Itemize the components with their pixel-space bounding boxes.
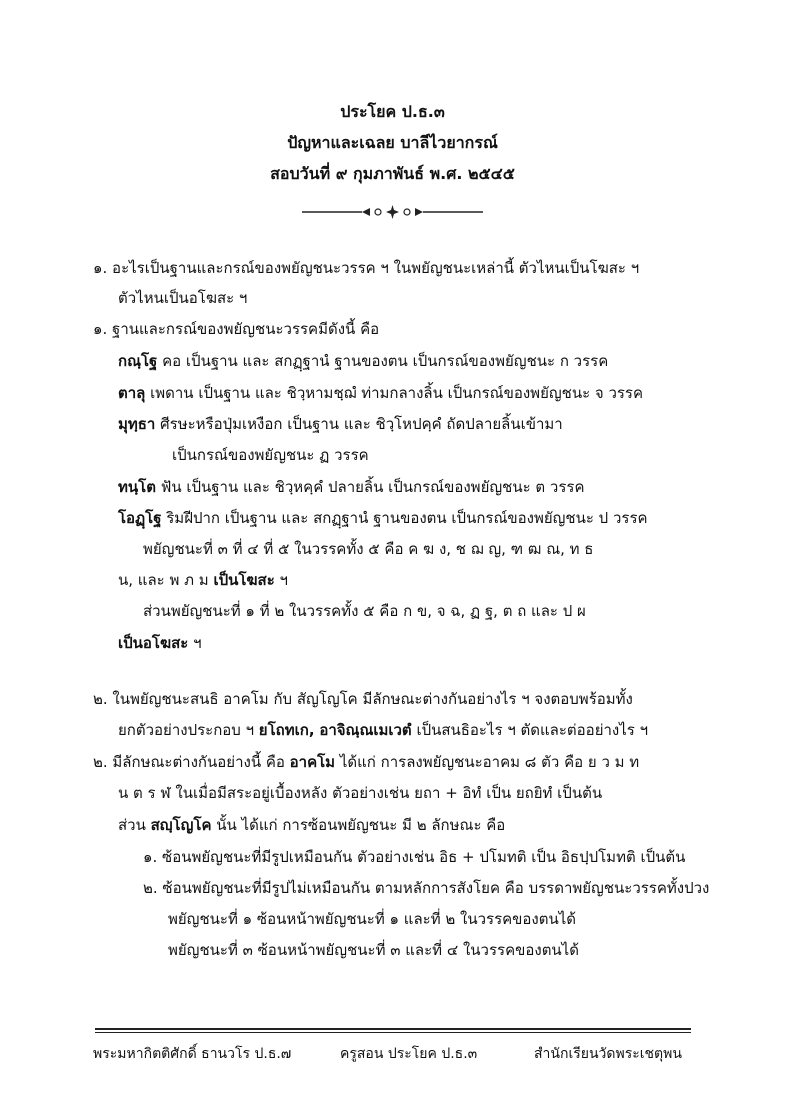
term-agamo: อาคโม xyxy=(289,753,336,771)
q2-text: ยกตัวอย่างประกอบ ฯ xyxy=(118,721,259,739)
document-subtitle: ปัญหาและเฉลย บาลีไวยากรณ์ xyxy=(287,133,498,152)
answer-1-ghosa-line-2 xyxy=(118,569,288,591)
footer-institution: สำนักเรียนวัดพระเชตุพน xyxy=(534,1046,682,1062)
answer-1-aghosa-line-2 xyxy=(118,632,202,654)
answer-2-item-2-line-3: พยัญชนะที่ ๓ ซ้อนหน้าพยัญชนะที่ ๓ และที่ ๔ ในวรรคของตนได้ xyxy=(168,941,579,959)
answer-2-item-2: ๒. ซ้อนพยัญชนะที่มีรูปไม่เหมือนกัน ตามหลักการสังโยค คือ บรรดาพยัญชนะวรรคทั้งปวง xyxy=(143,879,710,897)
row-text: ฟัน เป็นฐาน และ ชิวฺหคฺคํ ปลายลิ้น เป็นกรณ์ของพยัญชนะ ต วรรค xyxy=(155,478,585,496)
answer-2-line-1 xyxy=(93,751,639,773)
ghosa-end: ฯ xyxy=(274,571,288,589)
ornament-divider-icon xyxy=(300,201,485,223)
row-text: ริมฝีปาก เป็นฐาน และ สกฏฺฐานํ ฐานของตน เป็นกรณ์ของพยัญชนะ ป วรรค xyxy=(161,509,648,527)
term-muddha: มุทฺธา xyxy=(118,415,156,433)
answer-1-row-talu xyxy=(118,382,643,404)
term-talu: ตาลุ xyxy=(118,384,146,402)
answer-2-item-1: ๑. ซ้อนพยัญชนะที่มีรูปเหมือนกัน ตัวอย่างเช่น อิธ + ปโมทติ เป็น อิธปฺปโมทติ เป็นต้น xyxy=(143,848,686,866)
answer-1-aghosa-line-1: ส่วนพยัญชนะที่ ๑ ที่ ๒ ในวรรคทั้ง ๕ คือ ก ข, จ ฉ, ฏ ฐ, ต ถ และ ป ผ xyxy=(143,602,586,620)
ans2-text: ๒. มีลักษณะต่างกันอย่างนี้ คือ xyxy=(93,753,290,771)
document-title: ประโยค ป.ธ.๓ xyxy=(340,102,445,121)
answer-1-row-muddha xyxy=(118,413,563,435)
ans2-text: ส่วน xyxy=(118,816,151,834)
aghosa-label: เป็นอโฆสะ xyxy=(118,634,189,652)
exam-date: สอบวันที่ ๙ กุมภาพันธ์ พ.ศ. ๒๕๔๕ xyxy=(270,164,515,183)
row-text: คอ เป็นฐาน และ สกฏฺฐานํ ฐานของตน เป็นกรณ์ของพยัญชนะ ก วรรค xyxy=(157,352,609,370)
aghosa-end: ฯ xyxy=(188,634,202,652)
answer-2-item-2-line-2: พยัญชนะที่ ๑ ซ้อนหน้าพยัญชนะที่ ๑ และที่ ๒ ในวรรคของตนได้ xyxy=(168,910,577,928)
answer-1-intro: ๑. ฐานและกรณ์ของพยัญชนะวรรคมีดังนี้ คือ xyxy=(93,320,380,338)
answer-2-line-2: น ต ร ฬ ในเมื่อมีสระอยู่เบื้องหลัง ตัวอย่างเช่น ยถา + อิทํ เป็น ยถยิทํ เป็นต้น xyxy=(118,784,603,802)
footer-role: ครูสอน ประโยค ป.ธ.๓ xyxy=(340,1046,478,1062)
question-1-line-2: ตัวไหนเป็นอโฆสะ ฯ xyxy=(118,289,248,307)
q2-text-end: เป็นสนธิอะไร ฯ ตัดและต่ออย่างไร ฯ xyxy=(411,721,649,739)
term-ottho: โอฏฺโฐ xyxy=(118,509,162,527)
footer-divider-thin xyxy=(95,1032,691,1033)
ghosa-label: เป็นโฆสะ xyxy=(213,571,275,589)
term-sannogo: สญฺโญโค xyxy=(150,816,212,834)
question-1-line-1: ๑. อะไรเป็นฐานและกรณ์ของพยัญชนะวรรค ฯ ในพยัญชนะเหล่านี้ ตัวไหนเป็นโฆสะ ฯ xyxy=(93,259,640,277)
term-danto: ทนฺโต xyxy=(118,478,156,496)
term-kantho: กณฺโฐ xyxy=(118,352,158,370)
question-2-line-2 xyxy=(118,719,648,741)
question-2-line-1: ๒. ในพยัญชนะสนธิ อาคโม กับ สัญโญโค มีลักษณะต่างกันอย่างไร ฯ จงตอบพร้อมทั้ง xyxy=(93,690,633,708)
ans2-text-end: นั้น ได้แก่ การซ้อนพยัญชนะ มี ๒ ลักษณะ คือ xyxy=(211,816,506,834)
q2-term-1: ยโถทเก, xyxy=(258,721,315,739)
footer-divider xyxy=(95,1028,691,1030)
ans2-text-end: ได้แก่ การลงพยัญชนะอาคม ๘ ตัว คือ ย ว ม ท xyxy=(335,753,640,771)
footer-author: พระมหากิตติศักดิ์ ธานวโร ป.ธ.๗ xyxy=(93,1046,292,1062)
answer-1-ghosa-line-1: พยัญชนะที่ ๓ ที่ ๔ ที่ ๕ ในวรรคทั้ง ๕ คือ ค ฆ ง, ช ฌ ญ, ฑ ฒ ณ, ท ธ xyxy=(143,540,594,558)
answer-1-row-ottho xyxy=(118,507,648,529)
answer-1-row-kantho xyxy=(118,350,608,372)
q2-term-2: อาจิณฺณเมเวตํ xyxy=(319,721,412,739)
row-text: เพดาน เป็นฐาน และ ชิวฺหามชฺฌํ ท่ามกลางลิ้น เป็นกรณ์ของพยัญชนะ จ วรรค xyxy=(145,384,644,402)
answer-1-row-muddha-cont: เป็นกรณ์ของพยัญชนะ ฏ วรรค xyxy=(172,446,369,464)
answer-2-line-3 xyxy=(118,814,505,836)
answer-1-row-danto xyxy=(118,476,584,498)
row-text: ศีรษะหรือปุ่มเหงือก เป็นฐาน และ ชิวฺโหปคฺคํ ถัดปลายลิ้นเข้ามา xyxy=(155,415,563,433)
ghosa-letters: น, และ พ ภ ม xyxy=(118,571,214,589)
